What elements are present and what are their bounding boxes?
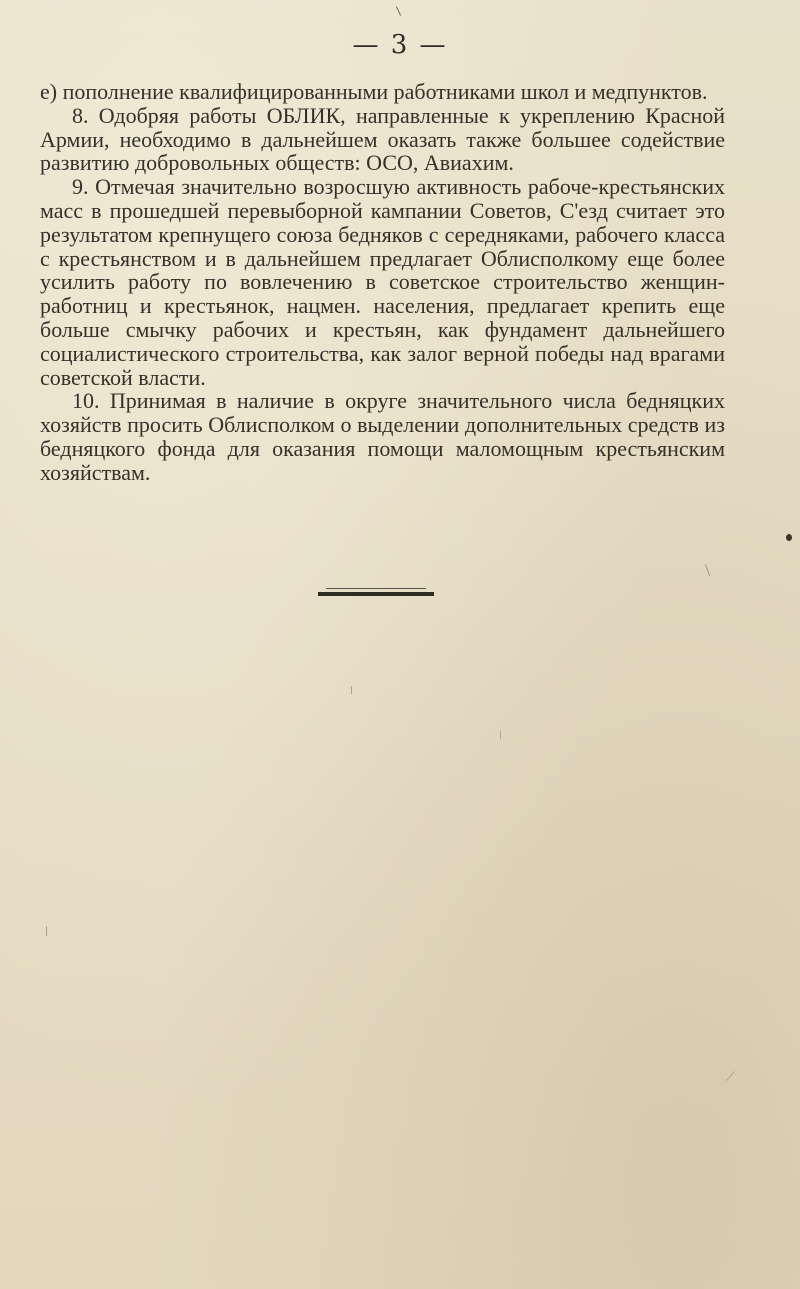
scan-mark — [726, 1071, 734, 1081]
paragraph-item-e: е) пополнение квалифицированными работниками школ и медпунктов. — [40, 79, 708, 104]
paragraph-item-8: 8. Одобряя работы ОБЛИК, направленные к укреплению Красной Армии, необходимо в дальнейшем оказать также большее содействие развитию добровольных обществ: ОСО, Авиахим. — [40, 102, 725, 176]
divider-thick-rule — [318, 592, 434, 596]
document-body — [40, 80, 725, 485]
scan-mark — [351, 686, 352, 694]
scan-mark — [396, 6, 401, 15]
page-number: — 3 — — [352, 30, 448, 60]
divider-thin-rule — [326, 588, 426, 589]
scan-mark — [705, 564, 710, 576]
paragraph-item-10: 10. Принимая в наличие в округе значительного числа бедняцких хозяйств просить Облисполком о выделении дополнительных средств из бедняцкого фонда для оказания помощи маломощным крестьянским хозяйствам. — [40, 388, 725, 485]
section-divider — [318, 588, 434, 598]
paragraph-item-9: 9. Отмечая значительно возросшую активность рабоче-крестьянских масс в прошедшей перевыборной кампании Советов, С'езд считает это результатом крепнущего союза бедняков с середняками, рабочего класса с крестьянством и в дальнейшем предлагает Облисполкому еще более усилить работу по вовлечению в советское строительство женщин-работниц и крестьянок, нацмен. населения, предлагает крепить еще больше смычку рабочих и крестьян, как фундамент дальнейшего социалистического строительства, как залог верной победы над врагами советской власти. — [40, 174, 725, 390]
ink-speck — [786, 534, 792, 541]
scan-mark — [46, 926, 47, 936]
scan-mark — [500, 730, 501, 739]
